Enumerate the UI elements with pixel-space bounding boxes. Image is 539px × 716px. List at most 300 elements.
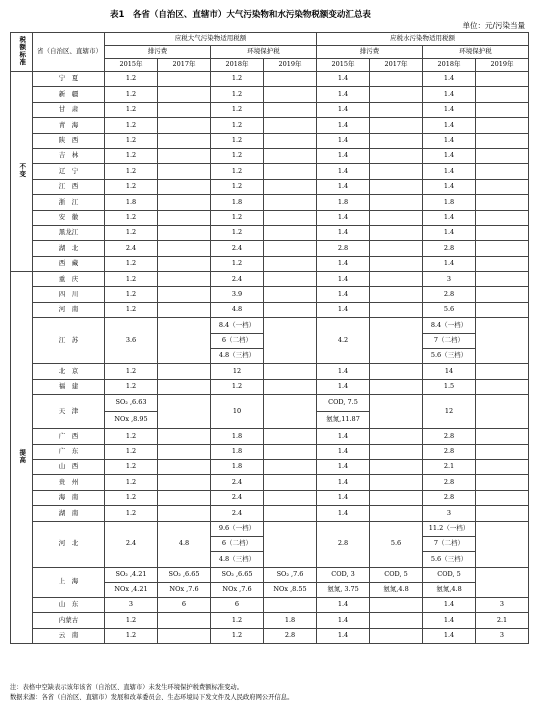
table-cell: 1.4: [423, 118, 476, 133]
province-name: 河 北: [33, 521, 105, 567]
table-cell: [476, 256, 529, 271]
table-cell: 3.6: [105, 318, 158, 364]
table-cell: [264, 475, 317, 490]
table-cell: 11.2（一档）: [423, 521, 476, 536]
table-cell: [476, 87, 529, 102]
table-cell: [370, 225, 423, 240]
table-cell: 6（二档）: [211, 536, 264, 551]
table-cell: 3: [105, 597, 158, 612]
table-cell: [158, 164, 211, 179]
table-cell: [264, 87, 317, 102]
table-cell: NOx ,8.95: [105, 412, 158, 429]
table-cell: 4.8（三档）: [211, 349, 264, 364]
table-cell: 1.2: [105, 210, 158, 225]
province-name: 黑龙江: [33, 225, 105, 240]
table-cell: [370, 272, 423, 287]
table-cell: [476, 164, 529, 179]
table-cell: [370, 302, 423, 317]
header-air-fee: 排污费: [105, 46, 211, 59]
table-cell: 2.8: [423, 475, 476, 490]
table-cell: [264, 318, 317, 364]
table-cell: 1.2: [105, 475, 158, 490]
note-line: 注：表格中空缺表示该年该省（自治区、直辖市）未发生环境保护税费额标准变动。: [10, 684, 243, 691]
province-name: 广 东: [33, 444, 105, 459]
table-row: [11, 272, 529, 287]
table-cell: [264, 302, 317, 317]
table-cell: [476, 133, 529, 148]
table-row: [11, 102, 529, 117]
table-cell: 7（二档）: [423, 536, 476, 551]
table-title: 表1 各省（自治区、直辖市）大气污染物和水污染物税额变动汇总表: [110, 10, 371, 20]
table-cell: 1.4: [423, 597, 476, 612]
table-cell: [158, 613, 211, 628]
table-row: [11, 379, 529, 394]
table-cell: [476, 490, 529, 505]
table-row: [11, 628, 529, 643]
table-cell: [476, 225, 529, 240]
table-cell: [476, 567, 529, 597]
table-cell: [264, 241, 317, 256]
table-cell: 8.4（一档）: [211, 318, 264, 333]
table-cell: 1.4: [423, 613, 476, 628]
table-cell: [264, 72, 317, 87]
table-cell: [158, 179, 211, 194]
province-name: 上 海: [33, 567, 105, 597]
table-cell: [158, 148, 211, 163]
table-cell: [264, 395, 317, 429]
table-cell: 10: [211, 395, 264, 429]
table-cell: [158, 195, 211, 210]
table-cell: 2.8: [423, 241, 476, 256]
table-row: [11, 164, 529, 179]
table-cell: [476, 318, 529, 364]
province-name: 天 津: [33, 395, 105, 429]
header-air-tax: 环境保护税: [211, 46, 317, 59]
table-cell: 1.4: [317, 118, 370, 133]
table-cell: [158, 102, 211, 117]
province-name: 山 东: [33, 597, 105, 612]
table-cell: 氨氮,4.8: [423, 582, 476, 597]
table-cell: [370, 475, 423, 490]
table-cell: [370, 164, 423, 179]
province-name: 辽 宁: [33, 164, 105, 179]
table-cell: SO₂ ,6.65: [211, 567, 264, 582]
table-cell: 1.2: [105, 164, 158, 179]
table-cell: [264, 179, 317, 194]
table-row: [11, 521, 529, 536]
table-cell: [264, 506, 317, 521]
table-cell: [476, 506, 529, 521]
table-cell: 1.2: [105, 379, 158, 394]
table-cell: 1.4: [423, 225, 476, 240]
table-row: [11, 225, 529, 240]
table-cell: [158, 429, 211, 444]
table-cell: [264, 379, 317, 394]
header-year: 2019年: [476, 59, 529, 72]
table-cell: 1.2: [105, 429, 158, 444]
table-cell: 1.2: [211, 225, 264, 240]
table-cell: 6: [211, 597, 264, 612]
table-cell: [370, 195, 423, 210]
table-cell: [476, 364, 529, 379]
table-cell: [476, 444, 529, 459]
table-cell: 2.8: [423, 429, 476, 444]
province-name: 福 建: [33, 379, 105, 394]
table-cell: COD, 7.5: [317, 395, 370, 412]
table-cell: [476, 210, 529, 225]
table-cell: 12: [211, 364, 264, 379]
header-year: 2018年: [423, 59, 476, 72]
table-cell: 1.2: [105, 490, 158, 505]
table-cell: 3: [476, 597, 529, 612]
table-cell: 4.8（三档）: [211, 552, 264, 567]
table-cell: 1.4: [423, 256, 476, 271]
table-cell: [476, 272, 529, 287]
table-row: [11, 241, 529, 256]
table-cell: 14: [423, 364, 476, 379]
table-cell: 1.2: [211, 148, 264, 163]
province-name: 湖 北: [33, 241, 105, 256]
table-cell: 1.4: [423, 148, 476, 163]
table-cell: [370, 613, 423, 628]
province-name: 北 京: [33, 364, 105, 379]
table-cell: 5.6: [423, 302, 476, 317]
table-cell: 1.4: [423, 72, 476, 87]
table-cell: 氨氮, 3.75: [317, 582, 370, 597]
table-cell: [476, 475, 529, 490]
table-cell: 1.4: [317, 613, 370, 628]
table-cell: 3: [476, 628, 529, 643]
table-cell: [476, 429, 529, 444]
table-cell: 1.4: [317, 475, 370, 490]
header-water-tax: 环境保护税: [423, 46, 529, 59]
table-cell: [264, 459, 317, 474]
table-cell: [370, 179, 423, 194]
table-cell: 1.8: [105, 195, 158, 210]
group-label: [11, 72, 33, 272]
table-cell: 1.5: [423, 379, 476, 394]
table-cell: [370, 597, 423, 612]
table-cell: 1.4: [317, 302, 370, 317]
table-cell: [158, 256, 211, 271]
table-cell: 1.2: [105, 133, 158, 148]
table-row: [11, 179, 529, 194]
table-cell: 2.8: [317, 521, 370, 567]
table-cell: [158, 475, 211, 490]
table-cell: [476, 118, 529, 133]
table-cell: 1.4: [317, 459, 370, 474]
table-cell: SO₂ ,4.21: [105, 567, 158, 582]
province-name: 新 疆: [33, 87, 105, 102]
table-cell: [158, 379, 211, 394]
table-cell: [264, 195, 317, 210]
province-name: 西 藏: [33, 256, 105, 271]
table-cell: 1.2: [211, 179, 264, 194]
table-cell: [264, 597, 317, 612]
table-cell: 1.8: [211, 429, 264, 444]
table-cell: [158, 628, 211, 643]
table-cell: 2.8: [423, 444, 476, 459]
table-cell: 2.8: [264, 628, 317, 643]
table-cell: [158, 459, 211, 474]
province-name: 内蒙古: [33, 613, 105, 628]
table-cell: [370, 210, 423, 225]
header-water: 应税水污染物适用税额: [317, 33, 529, 46]
table-row: [11, 256, 529, 271]
table-cell: [370, 241, 423, 256]
table-cell: [264, 444, 317, 459]
province-name: 山 西: [33, 459, 105, 474]
table-row: [11, 490, 529, 505]
province-name: 海 南: [33, 490, 105, 505]
table-cell: [264, 210, 317, 225]
province-name: 河 南: [33, 302, 105, 317]
table-cell: 1.4: [317, 628, 370, 643]
table-cell: NOx ,7.6: [211, 582, 264, 597]
table-cell: 1.4: [423, 210, 476, 225]
province-name: 湖 南: [33, 506, 105, 521]
table-cell: [476, 195, 529, 210]
table-cell: 1.2: [105, 287, 158, 302]
table-cell: 1.4: [423, 133, 476, 148]
table-cell: [370, 459, 423, 474]
table-cell: 1.4: [317, 210, 370, 225]
table-cell: NOx ,4.21: [105, 582, 158, 597]
table-cell: [370, 395, 423, 429]
table-row: [11, 148, 529, 163]
table-cell: 8.4（一档）: [423, 318, 476, 333]
table-cell: 1.2: [105, 148, 158, 163]
note-line: 数据来源：各省（自治区、直辖市）发展和改革委员会、生态环境局下发文件及人民政府网公开信息。: [10, 694, 294, 701]
table-cell: 1.4: [423, 628, 476, 643]
table-cell: [264, 118, 317, 133]
table-cell: 1.2: [105, 87, 158, 102]
table-row: [11, 459, 529, 474]
table-row: [11, 133, 529, 148]
table-cell: 1.4: [317, 272, 370, 287]
header-water-fee: 排污费: [317, 46, 423, 59]
table-cell: 2.4: [105, 521, 158, 567]
table-cell: [370, 287, 423, 302]
table-cell: 1.2: [211, 256, 264, 271]
table-row: [11, 318, 529, 333]
table-cell: [264, 225, 317, 240]
table-cell: [158, 72, 211, 87]
table-cell: [370, 318, 423, 364]
table-cell: 1.2: [105, 364, 158, 379]
table-cell: 5.6: [370, 521, 423, 567]
table-cell: 4.8: [158, 521, 211, 567]
table-cell: 2.4: [211, 490, 264, 505]
table-cell: SO₂ ,6.65: [158, 567, 211, 582]
table-cell: COD, 5: [370, 567, 423, 582]
table-cell: 1.4: [317, 87, 370, 102]
table-cell: NOx ,7.6: [158, 582, 211, 597]
header-province: 省（自治区、直辖市）: [33, 33, 105, 72]
table-cell: [158, 225, 211, 240]
table-row: [11, 429, 529, 444]
table-row: [11, 506, 529, 521]
table-cell: [158, 210, 211, 225]
table-cell: 1.4: [317, 379, 370, 394]
table-cell: 1.4: [317, 256, 370, 271]
table-cell: 2.4: [211, 241, 264, 256]
table-cell: 3.9: [211, 287, 264, 302]
table-cell: 氨氮,11.87: [317, 412, 370, 429]
table-row: [11, 118, 529, 133]
table-cell: [476, 379, 529, 394]
table-cell: [158, 272, 211, 287]
table-cell: 2.4: [211, 272, 264, 287]
table-cell: NOx ,8.55: [264, 582, 317, 597]
table-cell: 1.8: [211, 444, 264, 459]
table-cell: [476, 395, 529, 429]
table-cell: [158, 490, 211, 505]
table-row: [11, 613, 529, 628]
table-cell: 1.8: [264, 613, 317, 628]
table-cell: 1.2: [105, 118, 158, 133]
table-cell: [370, 118, 423, 133]
table-cell: [370, 133, 423, 148]
table-cell: 1.4: [423, 87, 476, 102]
table-cell: 1.2: [211, 628, 264, 643]
table-cell: [370, 364, 423, 379]
header-year: 2015年: [317, 59, 370, 72]
table-cell: 1.4: [317, 597, 370, 612]
province-name: 江 西: [33, 179, 105, 194]
table-cell: 1.2: [105, 302, 158, 317]
table-cell: [158, 241, 211, 256]
table-cell: 1.4: [317, 506, 370, 521]
table-cell: 1.4: [317, 179, 370, 194]
table-cell: SO₂ ,6.63: [105, 395, 158, 412]
table-cell: [476, 302, 529, 317]
table-cell: 2.1: [476, 613, 529, 628]
table-cell: [370, 628, 423, 643]
table-cell: 1.8: [423, 195, 476, 210]
table-cell: [370, 490, 423, 505]
table-cell: [158, 133, 211, 148]
table-row: [11, 87, 529, 102]
table-cell: [158, 395, 211, 429]
table-cell: 1.4: [317, 148, 370, 163]
table-cell: 1.8: [211, 195, 264, 210]
unit-label: 单位：元/污染当量: [462, 21, 525, 30]
table-cell: [158, 444, 211, 459]
province-name: 甘 肃: [33, 102, 105, 117]
table-cell: 1.2: [105, 444, 158, 459]
table-cell: 6（二档）: [211, 333, 264, 348]
header-year: 2018年: [211, 59, 264, 72]
province-name: 浙 江: [33, 195, 105, 210]
table-cell: 2.4: [211, 475, 264, 490]
table-cell: 1.2: [105, 459, 158, 474]
province-name: 云 南: [33, 628, 105, 643]
table-cell: 2.8: [423, 287, 476, 302]
table-cell: [264, 287, 317, 302]
province-name: 陕 西: [33, 133, 105, 148]
table-cell: [476, 102, 529, 117]
table-row: [11, 395, 529, 412]
table-cell: [264, 490, 317, 505]
group-label-text: 不变: [18, 162, 27, 178]
table-cell: 2.4: [105, 241, 158, 256]
table-cell: 3: [423, 272, 476, 287]
table-cell: 2.8: [423, 490, 476, 505]
table-cell: [158, 287, 211, 302]
table-cell: 1.4: [423, 179, 476, 194]
table-cell: [264, 102, 317, 117]
table-cell: 4.8: [211, 302, 264, 317]
province-name: 青 海: [33, 118, 105, 133]
table-cell: [370, 87, 423, 102]
table-cell: [264, 364, 317, 379]
province-name: 广 西: [33, 429, 105, 444]
table-cell: [370, 429, 423, 444]
table-cell: [370, 379, 423, 394]
table-cell: [158, 302, 211, 317]
table-cell: 1.2: [211, 164, 264, 179]
table-row: [11, 210, 529, 225]
province-name: 重 庆: [33, 272, 105, 287]
table-cell: [264, 521, 317, 567]
table-cell: [476, 179, 529, 194]
header-air: 应税大气污染物适用税额: [105, 33, 317, 46]
table-row: [11, 567, 529, 582]
table-cell: [264, 148, 317, 163]
group-label-text: 提高: [18, 448, 27, 464]
table-cell: 1.8: [317, 195, 370, 210]
table-cell: 1.2: [105, 272, 158, 287]
table-cell: 4.2: [317, 318, 370, 364]
province-name: 安 徽: [33, 210, 105, 225]
table-row: [11, 444, 529, 459]
table-cell: 3: [423, 506, 476, 521]
table-cell: [476, 241, 529, 256]
header-year: 2017年: [370, 59, 423, 72]
table-cell: [158, 506, 211, 521]
table-cell: 1.4: [317, 444, 370, 459]
table-cell: 1.2: [105, 179, 158, 194]
table-cell: 7（二档）: [423, 333, 476, 348]
table-cell: 1.4: [317, 133, 370, 148]
table-cell: [264, 272, 317, 287]
table-cell: 1.4: [317, 364, 370, 379]
header-group: 税额标准: [11, 33, 33, 72]
header-year: 2017年: [158, 59, 211, 72]
table-cell: 氨氮,4.8: [370, 582, 423, 597]
table-row: [11, 72, 529, 87]
table-cell: [476, 148, 529, 163]
header-year: 2019年: [264, 59, 317, 72]
table-cell: 1.4: [423, 102, 476, 117]
province-name: 吉 林: [33, 148, 105, 163]
table-cell: 1.4: [317, 164, 370, 179]
table-cell: 1.2: [211, 87, 264, 102]
table-cell: COD, 5: [423, 567, 476, 582]
table-row: [11, 195, 529, 210]
table-cell: 1.2: [105, 225, 158, 240]
table-cell: [158, 364, 211, 379]
table-cell: COD, 3: [317, 567, 370, 582]
table-cell: 2.8: [317, 241, 370, 256]
tax-rate-table: [10, 32, 529, 644]
table-cell: 1.4: [423, 164, 476, 179]
table-row: [11, 287, 529, 302]
province-name: 四 川: [33, 287, 105, 302]
province-name: 贵 州: [33, 475, 105, 490]
province-name: 宁 夏: [33, 72, 105, 87]
